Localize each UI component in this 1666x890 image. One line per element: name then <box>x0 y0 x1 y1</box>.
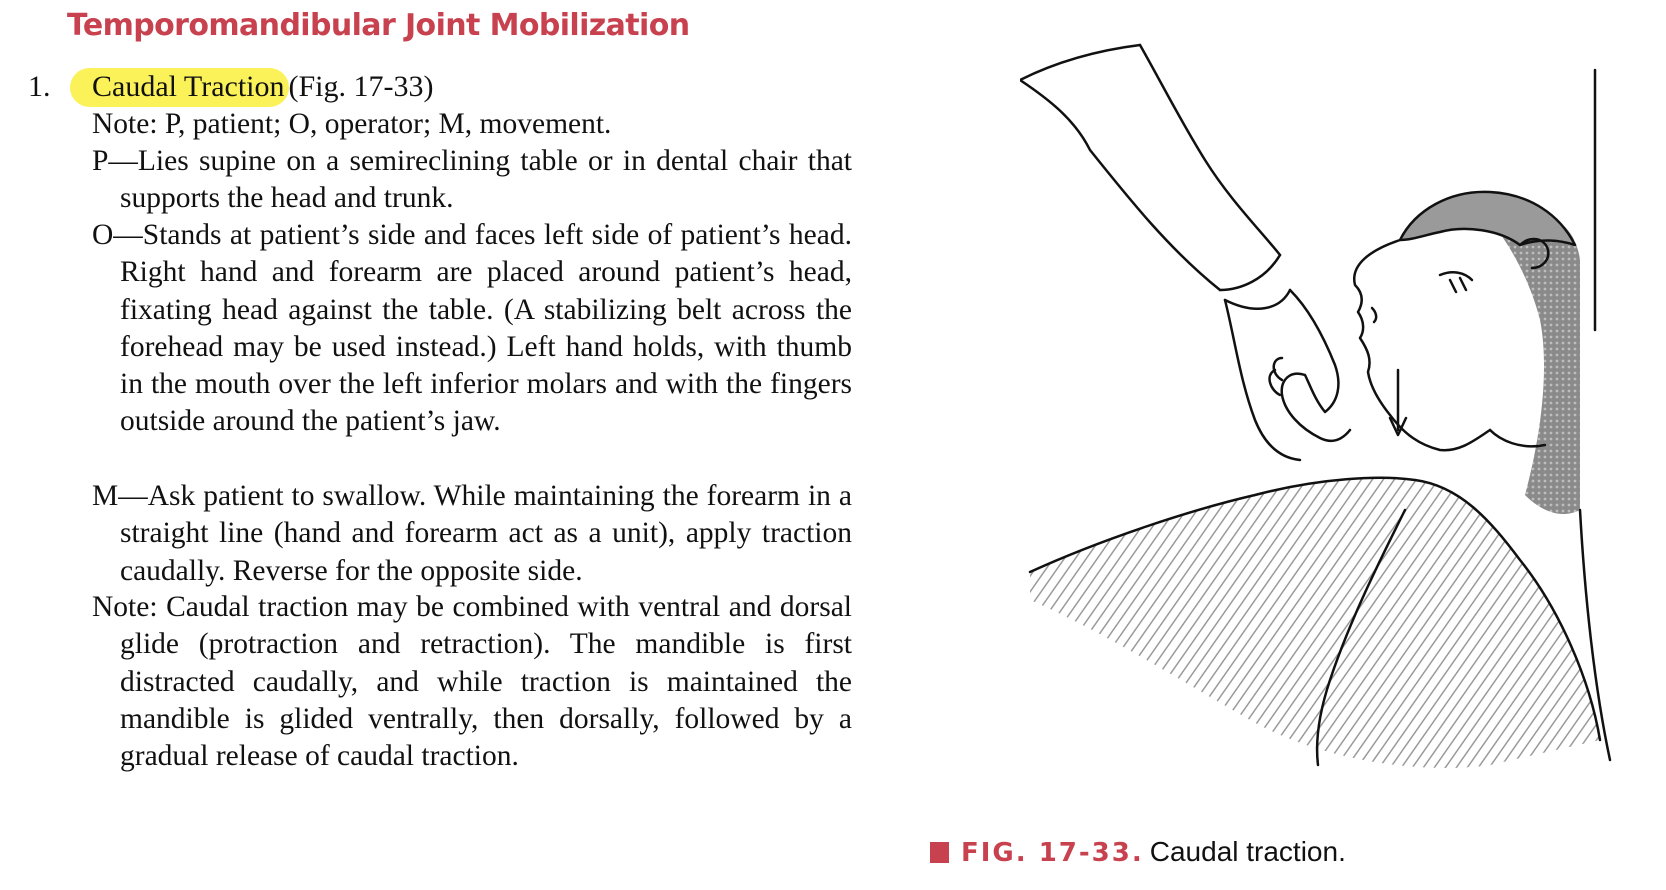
headrest-shape <box>1490 212 1580 514</box>
list-number: 1. <box>28 70 51 103</box>
abbreviation-note: Note: P, patient; O, operator; M, movement. <box>92 108 612 140</box>
figure-illustration <box>1020 40 1640 820</box>
blanket-shape <box>1030 478 1600 768</box>
caption-text: Caudal traction. <box>1149 836 1346 867</box>
operator-forearm <box>1225 300 1300 460</box>
figure-reference: (Fig. 17-33) <box>288 70 434 103</box>
movement-paragraph: M—Ask patient to swallow. While maintaining the forearm in a straight line (hand and forearm act as a unit), apply traction caudally. Reverse for the opposite side. <box>92 480 852 587</box>
operator-paragraph: O—Stands at patient’s side and faces left side of patient’s head. Right hand and forearm are placed around patient’s head, fixating head against the table. (A stabilizing belt across the forehead may be used instead.) Left hand holds, with thumb in the mouth over the left inferior molars and with the fingers outside around the patient’s jaw. <box>92 219 852 438</box>
forearm-line-1 <box>1225 290 1290 309</box>
operator-arm-upper <box>1140 45 1280 255</box>
combination-note: Note: Caudal traction may be combined with ventral and dorsal glide (protraction and retraction). The mandible is first distracted caudally, and while traction is maintained the mandible is glided ventrally, then dorsally, followed by a gradual release of caudal traction. <box>92 591 852 773</box>
figure-label: FIG. 17-33. <box>961 838 1144 868</box>
caption-marker <box>930 842 949 863</box>
operator-sleeve <box>1020 45 1220 290</box>
sleeve-cuff <box>1220 255 1280 290</box>
eye-line <box>1440 272 1472 280</box>
highlighted-title: Caudal Traction <box>70 68 289 107</box>
hair-shape <box>1400 192 1575 245</box>
operator-hand <box>1282 290 1350 441</box>
item-title <box>92 70 434 104</box>
patient-paragraph: P—Lies supine on a semireclining table or in dental chair that supports the head and trunk. <box>92 145 852 215</box>
section-heading: Temporomandibular Joint Mobilization <box>67 8 690 43</box>
nostril <box>1372 308 1376 322</box>
hand-fingers <box>1270 358 1282 395</box>
eye-lash <box>1450 278 1466 292</box>
figure-caption <box>930 836 1346 868</box>
face-profile <box>1354 240 1490 450</box>
